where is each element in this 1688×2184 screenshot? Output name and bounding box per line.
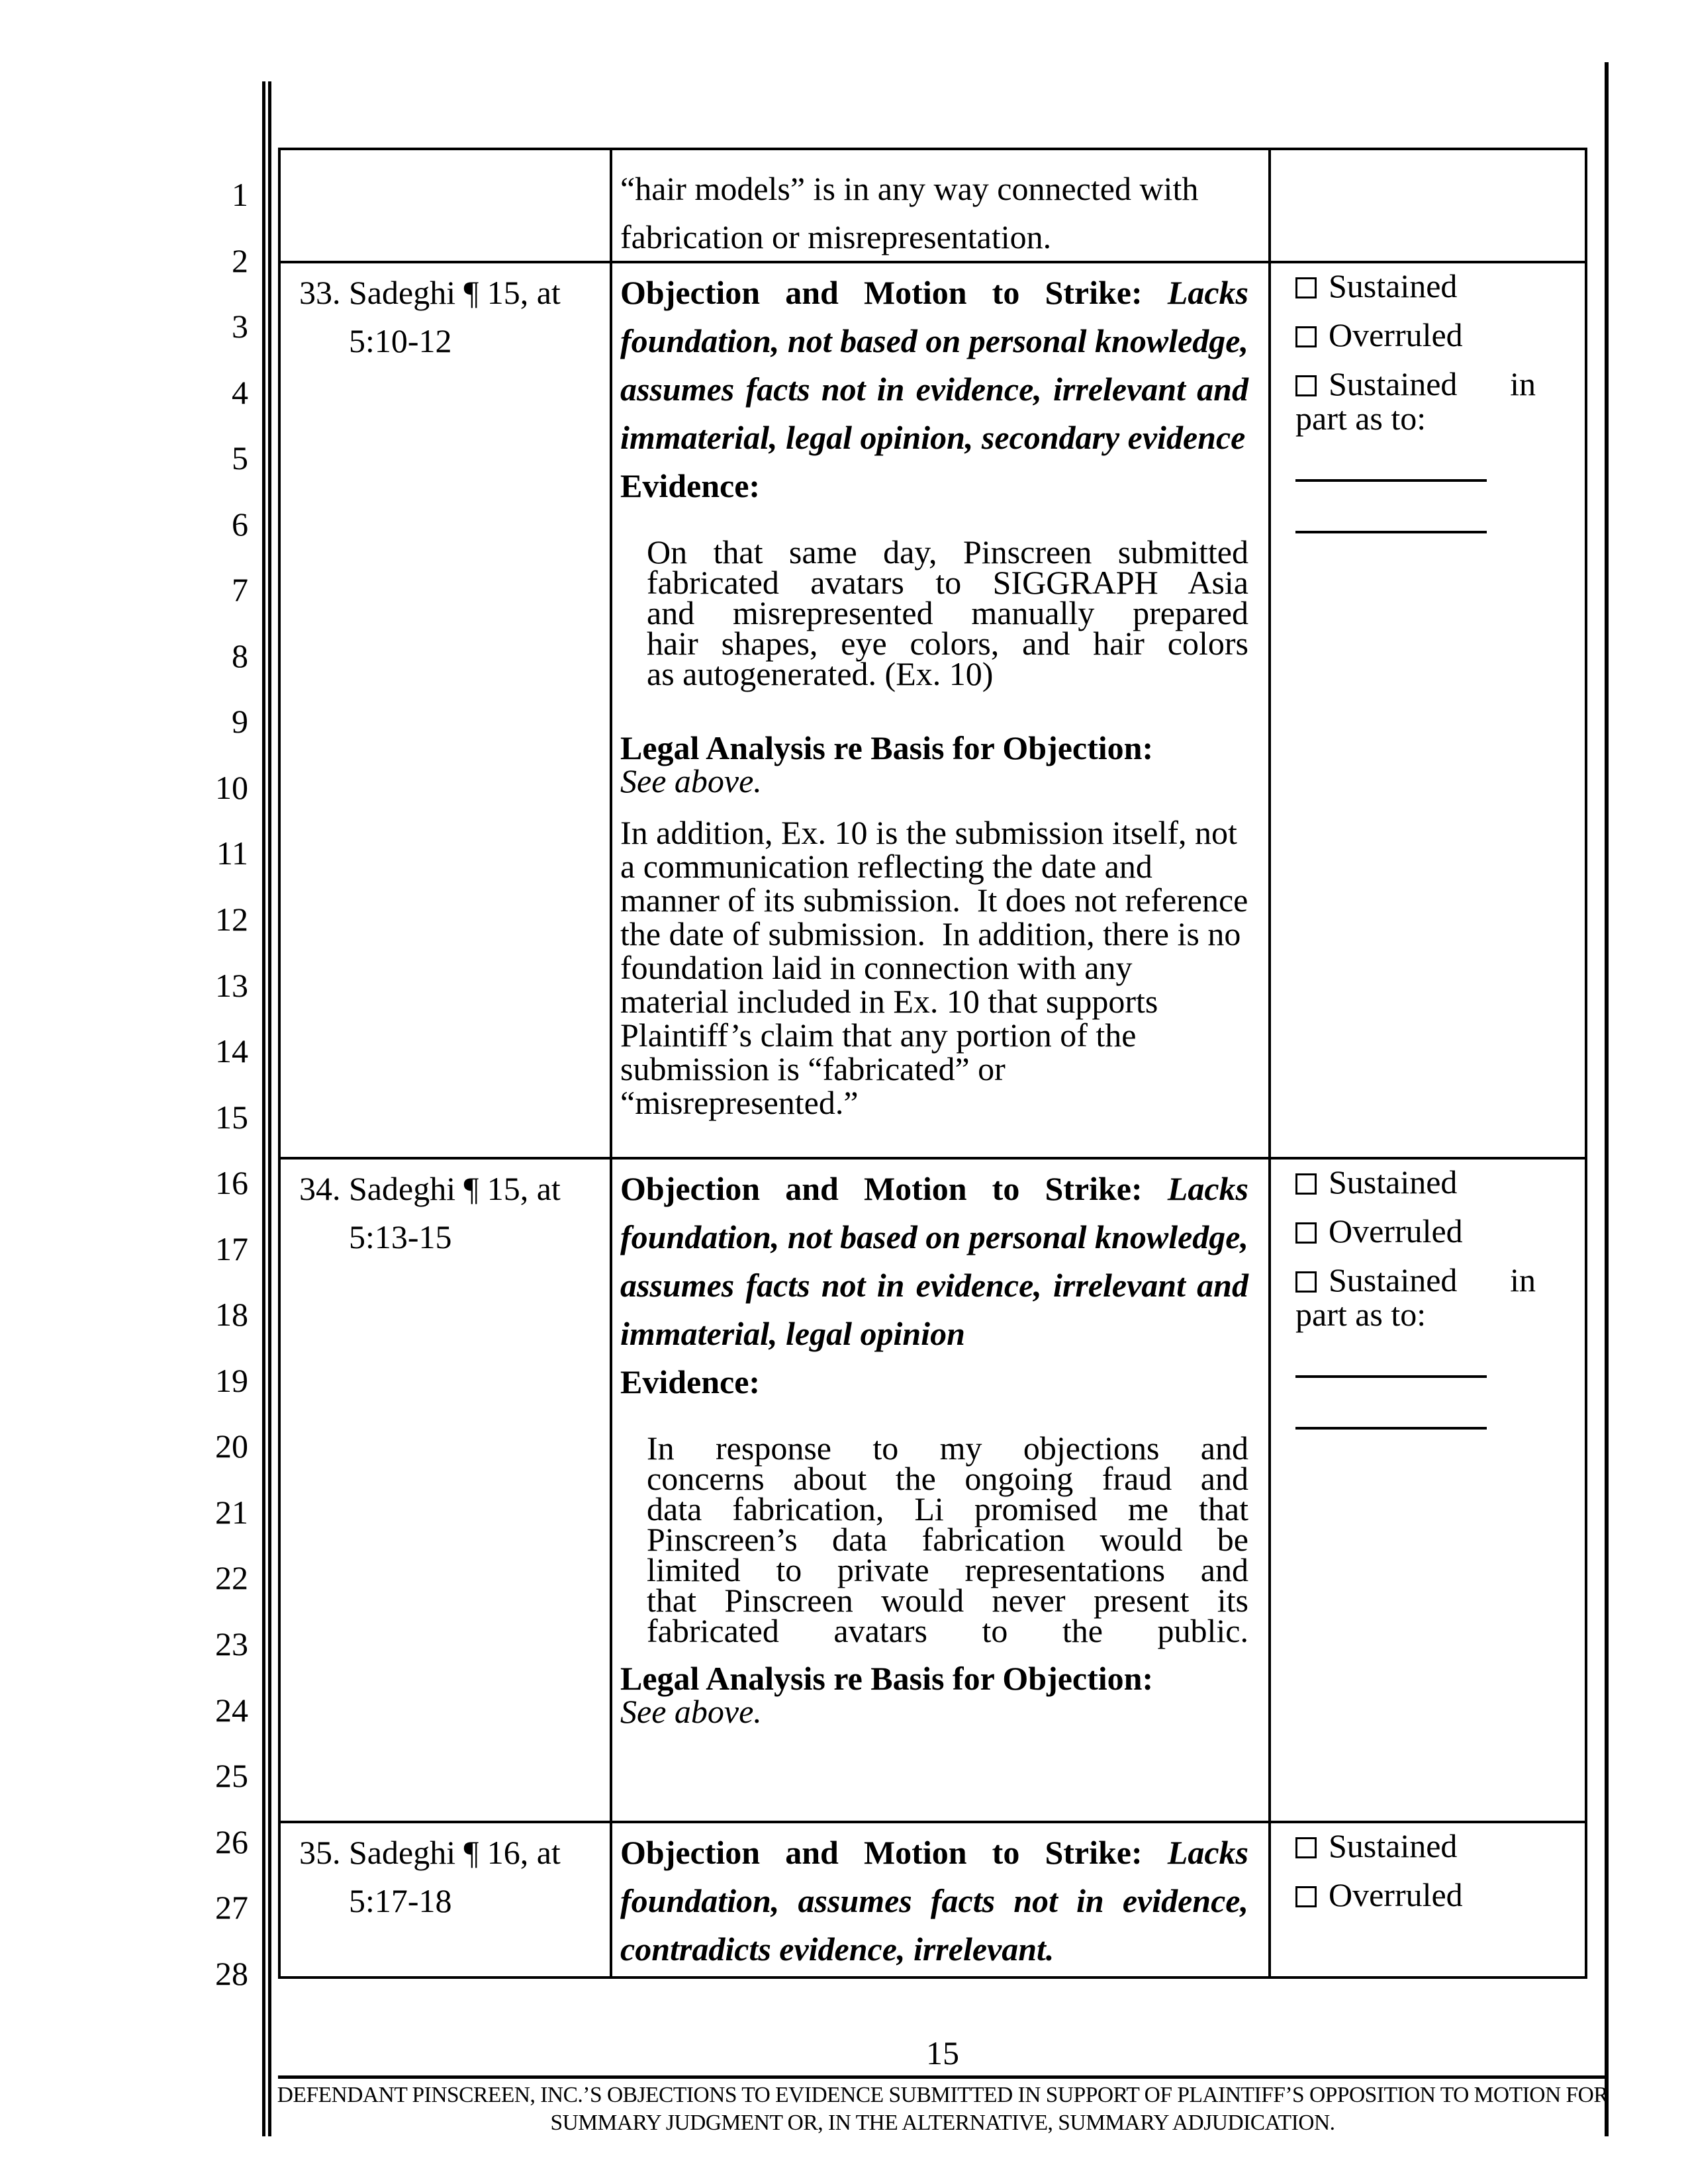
ruling-blank-line-2-33[interactable] (1295, 496, 1487, 533)
ruling-sustained-33 (1295, 269, 1536, 303)
see-above-34: See above. (620, 1693, 762, 1730)
citation-35-line1: 35. Sadeghi ¶ 16, at (299, 1834, 561, 1871)
citation-33-line1: 33. Sadeghi ¶ 15, at (299, 274, 561, 311)
left-margin-rule-outer (262, 81, 265, 2136)
ruling-blank-line-2-34[interactable] (1295, 1392, 1487, 1430)
ruling-sustained-label-34: Sustained (1329, 1163, 1458, 1201)
ruling-overruled-33 (1295, 318, 1536, 352)
objection-paragraph-34 (620, 1165, 1248, 1358)
citation-34 (299, 1165, 600, 1261)
checkbox-overruled-35[interactable] (1295, 1886, 1317, 1907)
footer-title-line-1: DEFENDANT PINSCREEN, INC.’S OBJECTIONS TO EVIDENCE SUBMITTED IN SUPPORT OF PLAINTIFF’S OPPOSITION TO MOTION FOR (277, 2083, 1609, 2107)
objection-grounds-33: Lacks foundation, not based on personal knowledge, assumes facts not in evidence, irrelevant and immaterial, legal opinion, secondary evidence (620, 274, 1248, 456)
ruling-overruled-34 (1295, 1214, 1536, 1248)
objections-table (278, 148, 1587, 1979)
citation-34-line2: 5:13-15 (349, 1218, 452, 1255)
row-continuation-text-cell (612, 150, 1271, 263)
ruling-overruled-label-33: Overruled (1329, 316, 1463, 353)
ruling-blank-line-1-33[interactable] (1295, 445, 1487, 482)
row-33-citation-cell (281, 263, 612, 1160)
ruling-sustained-label-33: Sustained (1329, 267, 1458, 304)
legal-analysis-paragraph-33: In addition, Ex. 10 is the submission itself, not a communication reflecting the date and manner of its submission. It does not reference the date of submission. In addition, there is no foundation laid in connection with any material included in Ex. 10 that supports Plaintiff’s claim that any portion of the submission is “fabricated” or “misrepresented.” (620, 814, 1248, 1121)
ruling-overruled-label-34: Overruled (1329, 1212, 1463, 1250)
citation-33 (299, 269, 600, 365)
row-continuation-ruling-cell (1271, 150, 1585, 263)
footer-rule (278, 2075, 1607, 2079)
legal-analysis-label-33: Legal Analysis re Basis for Objection: (620, 729, 1154, 766)
ruling-overruled-label-35: Overruled (1329, 1876, 1463, 1913)
row-34-citation-cell (281, 1160, 612, 1823)
ruling-sustained-35 (1295, 1829, 1536, 1863)
footer-title-line-2: SUMMARY JUDGMENT OR, IN THE ALTERNATIVE, SUMMARY ADJUDICATION. (550, 2111, 1335, 2135)
ruling-blank-line-1-34[interactable] (1295, 1341, 1487, 1378)
ruling-partial-33 (1295, 367, 1536, 435)
checkbox-overruled-33[interactable] (1295, 326, 1317, 347)
evidence-quote-34: In response to my objections and concerns about the ongoing fraud and data fabrication, Li promised me that Pinscreen’s data fabrication would be limited to private representations and that Pinscreen would never present its fabricated avatars to the public. (647, 1430, 1248, 1649)
objection-label-34: Objection and Motion to Strike: (620, 1170, 1143, 1207)
checkbox-overruled-34[interactable] (1295, 1222, 1317, 1244)
row-continuation-citation-cell (281, 150, 612, 263)
checkbox-sustained-34[interactable] (1295, 1173, 1317, 1195)
citation-35-line2: 5:17-18 (349, 1882, 452, 1919)
line-numbers: 1 2 3 4 5 6 7 8 9 10 11 12 13 14 15 16 17 18 19 20 21 22 23 24 25 26 27 28 (215, 176, 248, 1992)
objection-label-33: Objection and Motion to Strike: (620, 274, 1143, 311)
row-33-objection-cell (612, 263, 1271, 1160)
citation-34-line1: 34. Sadeghi ¶ 15, at (299, 1170, 561, 1207)
checkbox-sustained-33[interactable] (1295, 277, 1317, 298)
ruling-overruled-35 (1295, 1878, 1536, 1912)
row-35-citation-cell (281, 1823, 612, 1976)
right-margin-rule (1605, 62, 1609, 2136)
row-34-objection-cell (612, 1160, 1271, 1823)
legal-analysis-label-34: Legal Analysis re Basis for Objection: (620, 1660, 1154, 1697)
objection-label-35: Objection and Motion to Strike: (620, 1834, 1143, 1871)
ruling-partial-label-34: Sustained in part as to: (1295, 1261, 1536, 1333)
row-33-ruling-cell (1271, 263, 1585, 1160)
ruling-sustained-34 (1295, 1165, 1536, 1199)
checkbox-partial-33[interactable] (1295, 375, 1317, 396)
objection-grounds-35: Lacks foundation, assumes facts not in evidence, contradicts evidence, irrelevant. (620, 1834, 1248, 1968)
evidence-label-34: Evidence: (620, 1363, 761, 1400)
ruling-partial-34 (1295, 1263, 1536, 1332)
legal-analysis-34 (620, 1662, 1248, 1728)
left-margin-rule-inner (268, 81, 271, 2136)
continuation-paragraph: “hair models” is in any way connected with fabrication or misrepresentation. (620, 170, 1199, 255)
checkbox-partial-34[interactable] (1295, 1271, 1317, 1293)
see-above-33: See above. (620, 762, 762, 799)
citation-35 (299, 1829, 600, 1925)
row-35-objection-cell (612, 1823, 1271, 1976)
ruling-partial-label-33: Sustained in part as to: (1295, 365, 1536, 437)
row-34-ruling-cell (1271, 1160, 1585, 1823)
ruling-sustained-label-35: Sustained (1329, 1827, 1458, 1864)
evidence-quote-33: On that same day, Pinscreen submitted fabricated avatars to SIGGRAPH Asia and misrepresented manually prepared hair shapes, eye colors, and hair colors as autogenerated. (Ex. 10) (647, 533, 1248, 692)
citation-33-line2: 5:10-12 (349, 322, 452, 359)
objection-paragraph-35 (620, 1829, 1248, 1974)
checkbox-sustained-35[interactable] (1295, 1837, 1317, 1858)
evidence-label-33: Evidence: (620, 467, 761, 504)
legal-analysis-33 (620, 731, 1248, 797)
page-number: 15 (926, 2034, 959, 2071)
row-35-ruling-cell (1271, 1823, 1585, 1976)
objection-grounds-34: Lacks foundation, not based on personal knowledge, assumes facts not in evidence, irrelevant and immaterial, legal opinion (620, 1170, 1248, 1352)
objection-paragraph-33 (620, 269, 1248, 462)
